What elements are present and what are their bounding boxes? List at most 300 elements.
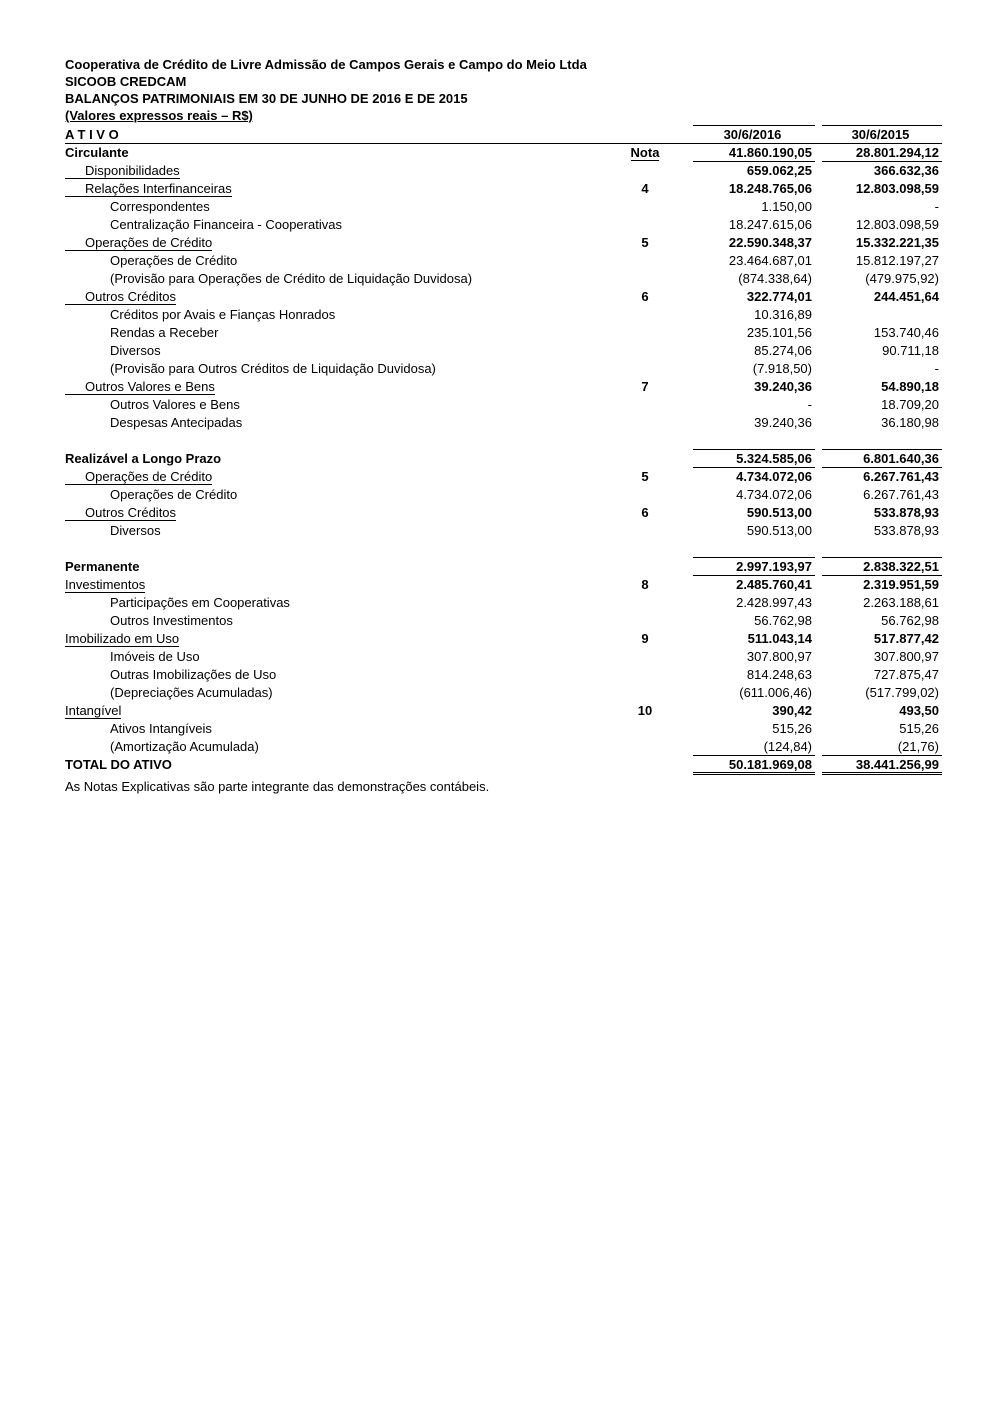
row-label-cell — [65, 540, 605, 558]
table-row — [65, 450, 942, 468]
nota-cell — [605, 234, 685, 252]
row-label-cell — [65, 648, 605, 666]
row-label: Outros Créditos — [65, 505, 176, 521]
nota-cell — [605, 216, 685, 234]
value-2016-cell: 56.762,98 — [754, 613, 812, 628]
column-gap — [685, 756, 693, 774]
column-gap — [685, 324, 693, 342]
value-2015-cell: - — [934, 361, 939, 376]
column-gap — [815, 432, 822, 450]
nota-cell — [605, 288, 685, 306]
row-label-cell — [65, 558, 605, 576]
value-2015-cell: 15.812.197,27 — [855, 253, 939, 268]
value-2016-cell: 41.860.190,05 — [693, 144, 815, 162]
column-gap — [815, 414, 822, 432]
column-gap — [815, 126, 822, 144]
nota-cell — [605, 324, 685, 342]
row-label: Operações de Crédito — [110, 253, 238, 268]
row-label: Permanente — [65, 559, 140, 574]
table-row — [65, 342, 942, 360]
statement-title: BALANÇOS PATRIMONIAIS EM 30 DE JUNHO DE 2016 E DE 2015 — [65, 91, 468, 106]
row-label-cell — [65, 288, 605, 306]
row-label: TOTAL DO ATIVO — [65, 757, 172, 772]
column-gap — [815, 558, 822, 576]
nota-cell — [605, 612, 685, 630]
document-header — [65, 56, 942, 124]
value-2015-cell: 307.800,97 — [873, 649, 939, 664]
value-2016-cell: 23.464.687,01 — [728, 253, 812, 268]
row-label-cell — [65, 234, 605, 252]
column-gap — [815, 702, 822, 720]
column-gap — [685, 720, 693, 738]
column-gap — [685, 432, 693, 450]
nota-cell — [605, 486, 685, 504]
row-label: Disponibilidades — [65, 163, 180, 179]
nota-cell — [605, 684, 685, 702]
value-2015-cell: 6.801.640,36 — [822, 450, 942, 468]
column-gap — [685, 540, 693, 558]
nota-cell — [605, 468, 685, 486]
brand-name: SICOOB CREDCAM — [65, 74, 187, 89]
nota-cell — [605, 162, 685, 180]
note-reference: 10 — [637, 703, 653, 718]
value-2016-cell: 39.240,36 — [754, 379, 812, 394]
table-row — [65, 612, 942, 630]
row-label: Outros Valores e Bens — [65, 379, 215, 395]
table-row — [65, 486, 942, 504]
value-2016-cell: (124,84) — [693, 738, 815, 756]
column-gap — [685, 144, 693, 162]
column-gap — [685, 216, 693, 234]
column-gap — [815, 522, 822, 540]
value-2015-cell: 6.267.761,43 — [863, 487, 939, 502]
value-2016-cell: 515,26 — [772, 721, 812, 736]
nota-cell — [605, 630, 685, 648]
value-2016-cell: 1.150,00 — [761, 199, 812, 214]
row-label-cell — [65, 198, 605, 216]
row-label-cell — [65, 666, 605, 684]
row-label-cell — [65, 306, 605, 324]
table-row — [65, 630, 942, 648]
row-label-cell — [65, 396, 605, 414]
row-label: Créditos por Avais e Fianças Honrados — [110, 307, 336, 322]
nota-cell — [605, 414, 685, 432]
column-gap — [685, 450, 693, 468]
value-2016-cell — [693, 540, 815, 558]
column-gap — [685, 612, 693, 630]
value-2016-cell: 511.043,14 — [747, 631, 812, 646]
column-gap — [815, 540, 822, 558]
currency-note: (Valores expressos reais – R$) — [65, 108, 253, 123]
column-gap — [815, 468, 822, 486]
note-reference: 8 — [641, 577, 649, 592]
column-gap — [815, 360, 822, 378]
nota-cell — [605, 396, 685, 414]
value-2016-cell: 322.774,01 — [746, 289, 812, 304]
column-gap — [685, 504, 693, 522]
value-2016-cell: 18.247.615,06 — [728, 217, 812, 232]
value-2015-cell: 12.803.098,59 — [855, 181, 939, 196]
table-row — [65, 144, 942, 162]
note-reference: 5 — [641, 469, 649, 484]
column-gap — [815, 720, 822, 738]
table-row — [65, 270, 942, 288]
value-2015-cell: 244.451,64 — [873, 289, 939, 304]
column-gap — [685, 630, 693, 648]
explanatory-note: As Notas Explicativas são parte integrante das demonstrações contábeis. — [65, 779, 490, 794]
row-label: Diversos — [110, 523, 161, 538]
value-2015-cell: 15.332.221,35 — [855, 235, 939, 250]
value-2016-cell: 39.240,36 — [754, 415, 812, 430]
note-reference: 4 — [641, 181, 649, 196]
value-2016-cell: (7.918,50) — [752, 361, 812, 376]
table-row — [65, 738, 942, 756]
note-reference: 7 — [641, 379, 649, 394]
nota-cell — [605, 756, 685, 774]
column-gap — [685, 486, 693, 504]
note-reference: 5 — [641, 235, 649, 250]
table-row — [65, 162, 942, 180]
column-gap — [685, 288, 693, 306]
table-row — [65, 216, 942, 234]
table-row — [65, 324, 942, 342]
column-gap — [685, 558, 693, 576]
table-row — [65, 468, 942, 486]
note-reference: 9 — [641, 631, 649, 646]
table-row — [65, 234, 942, 252]
table-row — [65, 504, 942, 522]
column-gap — [815, 216, 822, 234]
row-label-cell — [65, 504, 605, 522]
table-row — [65, 522, 942, 540]
value-2016-cell: 2.485.760,41 — [736, 577, 812, 593]
row-label: (Depreciações Acumuladas) — [110, 685, 273, 700]
row-label-cell — [65, 756, 605, 774]
row-label: Centralização Financeira - Cooperativas — [110, 217, 342, 232]
row-label: Operações de Crédito — [65, 469, 212, 485]
row-label: Participações em Cooperativas — [110, 595, 290, 610]
column-gap — [685, 414, 693, 432]
row-label: Realizável a Longo Prazo — [65, 451, 222, 466]
nota-cell — [605, 522, 685, 540]
row-label: (Provisão para Operações de Crédito de Liquidação Duvidosa) — [110, 271, 473, 286]
row-label-cell — [65, 702, 605, 720]
row-label-cell — [65, 468, 605, 486]
col-header-2015: 30/6/2015 — [822, 126, 942, 144]
column-gap — [815, 342, 822, 360]
row-label: Despesas Antecipadas — [110, 415, 243, 430]
row-label: Operações de Crédito — [65, 235, 212, 251]
column-gap — [685, 180, 693, 198]
column-gap — [685, 342, 693, 360]
col-header-2016: 30/6/2016 — [693, 126, 815, 144]
column-gap — [685, 684, 693, 702]
row-label-cell — [65, 216, 605, 234]
value-2016-cell: 10.316,89 — [754, 307, 812, 322]
column-gap — [815, 378, 822, 396]
value-2016-cell: 2.997.193,97 — [693, 558, 815, 576]
value-2015-cell: 6.267.761,43 — [863, 469, 939, 485]
row-label-cell — [65, 324, 605, 342]
row-label: Correspondentes — [110, 199, 210, 214]
column-gap — [815, 234, 822, 252]
column-gap — [815, 756, 822, 774]
column-gap — [815, 684, 822, 702]
table-row — [65, 378, 942, 396]
value-2016-cell: (611.006,46) — [739, 685, 812, 700]
value-2016-cell — [693, 432, 815, 450]
value-2015-cell: 56.762,98 — [881, 613, 939, 628]
value-2015-cell: 533.878,93 — [873, 505, 939, 520]
row-label-cell — [65, 180, 605, 198]
column-gap — [685, 702, 693, 720]
row-label: (Amortização Acumulada) — [110, 739, 259, 754]
value-2016-cell: 2.428.997,43 — [736, 595, 812, 610]
column-gap — [685, 162, 693, 180]
nota-cell — [605, 720, 685, 738]
table-row — [65, 306, 942, 324]
value-2015-cell: 12.803.098,59 — [855, 217, 939, 232]
column-gap — [685, 666, 693, 684]
column-gap — [815, 612, 822, 630]
table-row — [65, 720, 942, 738]
nota-cell — [605, 504, 685, 522]
row-label-cell — [65, 162, 605, 180]
column-gap — [815, 270, 822, 288]
row-label-cell — [65, 612, 605, 630]
value-2015-cell: (517.799,02) — [865, 685, 939, 700]
nota-cell — [605, 432, 685, 450]
row-label-cell — [65, 594, 605, 612]
row-label: Investimentos — [65, 576, 146, 592]
value-2016-cell: 659.062,25 — [746, 163, 812, 179]
nota-cell — [605, 702, 685, 720]
table-row — [65, 756, 942, 774]
row-label-cell — [65, 522, 605, 540]
nota-cell — [605, 144, 685, 162]
value-2016-cell: 590.513,00 — [746, 505, 812, 520]
column-gap — [815, 738, 822, 756]
row-label-cell — [65, 270, 605, 288]
value-2016-cell: 18.248.765,06 — [728, 181, 812, 196]
nota-column-header: Nota — [630, 145, 660, 161]
row-label: Intangível — [65, 702, 122, 718]
nota-cell — [605, 198, 685, 216]
table-row — [65, 360, 942, 378]
row-label: Diversos — [110, 343, 161, 358]
row-label-cell — [65, 630, 605, 648]
row-label: Circulante — [65, 145, 129, 161]
column-gap — [685, 738, 693, 756]
value-2015-cell: 90.711,18 — [882, 343, 939, 358]
column-gap — [815, 666, 822, 684]
column-gap — [815, 306, 822, 324]
table-row — [65, 252, 942, 270]
column-gap — [685, 198, 693, 216]
column-gap — [685, 594, 693, 612]
value-2016-cell: 590.513,00 — [746, 523, 812, 538]
row-label-cell — [65, 144, 605, 162]
balance-table-body — [65, 144, 942, 774]
value-2015-cell: 153.740,46 — [873, 325, 939, 340]
value-2015-cell: 515,26 — [899, 721, 939, 736]
row-label-cell — [65, 450, 605, 468]
nota-cell — [605, 180, 685, 198]
spacer-row — [65, 540, 942, 558]
row-label: Outros Valores e Bens — [110, 397, 240, 412]
value-2015-cell: 366.632,36 — [873, 163, 939, 179]
value-2016-cell: 814.248,63 — [746, 667, 812, 682]
table-row — [65, 288, 942, 306]
note-reference: 6 — [641, 505, 649, 520]
row-label-cell — [65, 432, 605, 450]
nota-cell — [605, 270, 685, 288]
column-gap — [815, 594, 822, 612]
table-row — [65, 414, 942, 432]
column-gap — [685, 270, 693, 288]
nota-cell — [605, 360, 685, 378]
value-2015-cell: 36.180,98 — [881, 415, 939, 430]
column-gap — [815, 324, 822, 342]
nota-cell — [605, 594, 685, 612]
value-2016-cell: 390,42 — [772, 703, 812, 718]
table-row — [65, 558, 942, 576]
value-2015-cell: 533.878,93 — [873, 523, 939, 538]
table-row — [65, 594, 942, 612]
column-gap — [685, 468, 693, 486]
row-label: Rendas a Receber — [110, 325, 219, 340]
company-name: Cooperativa de Crédito de Livre Admissão de Campos Gerais e Campo do Meio Ltda — [65, 57, 587, 72]
row-label: Relações Interfinanceiras — [65, 181, 232, 197]
table-row — [65, 576, 942, 594]
nota-cell — [605, 378, 685, 396]
value-2016-cell: 307.800,97 — [746, 649, 812, 664]
column-gap — [685, 378, 693, 396]
value-2015-cell: 54.890,18 — [881, 379, 939, 394]
table-row — [65, 198, 942, 216]
row-label: (Provisão para Outros Créditos de Liquidação Duvidosa) — [110, 361, 436, 376]
value-2016-cell: 85.274,06 — [754, 343, 812, 358]
value-2016-cell: 22.590.348,37 — [728, 235, 812, 250]
value-2015-cell: 2.263.188,61 — [863, 595, 939, 610]
value-2015-cell: - — [934, 199, 939, 214]
table-row — [65, 180, 942, 198]
column-gap — [815, 288, 822, 306]
value-2015-cell: 2.838.322,51 — [822, 558, 942, 576]
row-label: Outros Créditos — [65, 289, 176, 305]
column-gap — [685, 252, 693, 270]
value-2015-cell — [822, 306, 942, 324]
column-gap — [685, 360, 693, 378]
row-label-cell — [65, 738, 605, 756]
column-gap — [815, 144, 822, 162]
row-label-cell — [65, 720, 605, 738]
value-2016-cell: - — [807, 397, 812, 412]
nota-cell — [605, 576, 685, 594]
column-gap — [815, 162, 822, 180]
row-label: Ativos Intangíveis — [110, 721, 212, 736]
table-row — [65, 702, 942, 720]
column-gap — [815, 486, 822, 504]
column-gap — [815, 648, 822, 666]
value-2015-cell: 2.319.951,59 — [863, 577, 939, 593]
column-gap — [685, 396, 693, 414]
table-row — [65, 666, 942, 684]
value-2016-cell: 4.734.072,06 — [736, 487, 812, 502]
row-label-cell — [65, 486, 605, 504]
row-label-cell — [65, 378, 605, 396]
column-gap — [815, 450, 822, 468]
row-label-cell — [65, 342, 605, 360]
row-label-cell — [65, 252, 605, 270]
column-gap — [815, 630, 822, 648]
value-2015-cell: 517.877,42 — [873, 631, 939, 646]
column-gap — [685, 234, 693, 252]
column-gap — [815, 576, 822, 594]
value-2015-cell: 18.709,20 — [881, 397, 939, 412]
row-label-cell — [65, 684, 605, 702]
row-label-cell — [65, 360, 605, 378]
value-2015-cell: (479.975,92) — [865, 271, 939, 286]
value-2015-cell — [822, 540, 942, 558]
nota-cell — [605, 450, 685, 468]
nota-cell — [605, 666, 685, 684]
value-2015-cell: 28.801.294,12 — [822, 144, 942, 162]
nota-cell — [605, 342, 685, 360]
column-gap — [815, 198, 822, 216]
column-gap — [685, 648, 693, 666]
column-gap — [815, 252, 822, 270]
row-label-cell — [65, 576, 605, 594]
value-2016-cell: (874.338,64) — [738, 271, 812, 286]
nota-cell — [605, 648, 685, 666]
column-gap — [815, 504, 822, 522]
nota-cell — [605, 306, 685, 324]
value-2016-cell: 4.734.072,06 — [736, 469, 812, 485]
nota-cell — [605, 252, 685, 270]
row-label-cell — [65, 414, 605, 432]
note-reference: 6 — [641, 289, 649, 304]
column-gap — [685, 126, 693, 144]
row-label: Imobilizado em Uso — [65, 630, 180, 646]
row-label: Operações de Crédito — [110, 487, 238, 502]
column-gap — [815, 396, 822, 414]
value-2015-cell: 727.875,47 — [873, 667, 939, 682]
nota-cell — [605, 558, 685, 576]
value-2015-cell: 38.441.256,99 — [822, 756, 942, 774]
nota-header-gap — [605, 126, 685, 144]
column-gap — [685, 576, 693, 594]
column-gap — [685, 522, 693, 540]
table-row — [65, 648, 942, 666]
nota-cell — [605, 540, 685, 558]
table-row — [65, 396, 942, 414]
value-2015-cell: (21,76) — [822, 738, 942, 756]
spacer-row — [65, 432, 942, 450]
row-label: Imóveis de Uso — [110, 649, 200, 664]
nota-cell — [605, 738, 685, 756]
balance-table — [65, 125, 942, 775]
table-header-row — [65, 126, 942, 144]
value-2016-cell: 235.101,56 — [746, 325, 812, 340]
value-2015-cell — [822, 432, 942, 450]
column-gap — [815, 180, 822, 198]
column-gap — [685, 306, 693, 324]
value-2016-cell: 5.324.585,06 — [693, 450, 815, 468]
ativo-column-header: A T I V O — [65, 126, 605, 144]
value-2016-cell: 50.181.969,08 — [693, 756, 815, 774]
row-label: Outros Investimentos — [110, 613, 233, 628]
